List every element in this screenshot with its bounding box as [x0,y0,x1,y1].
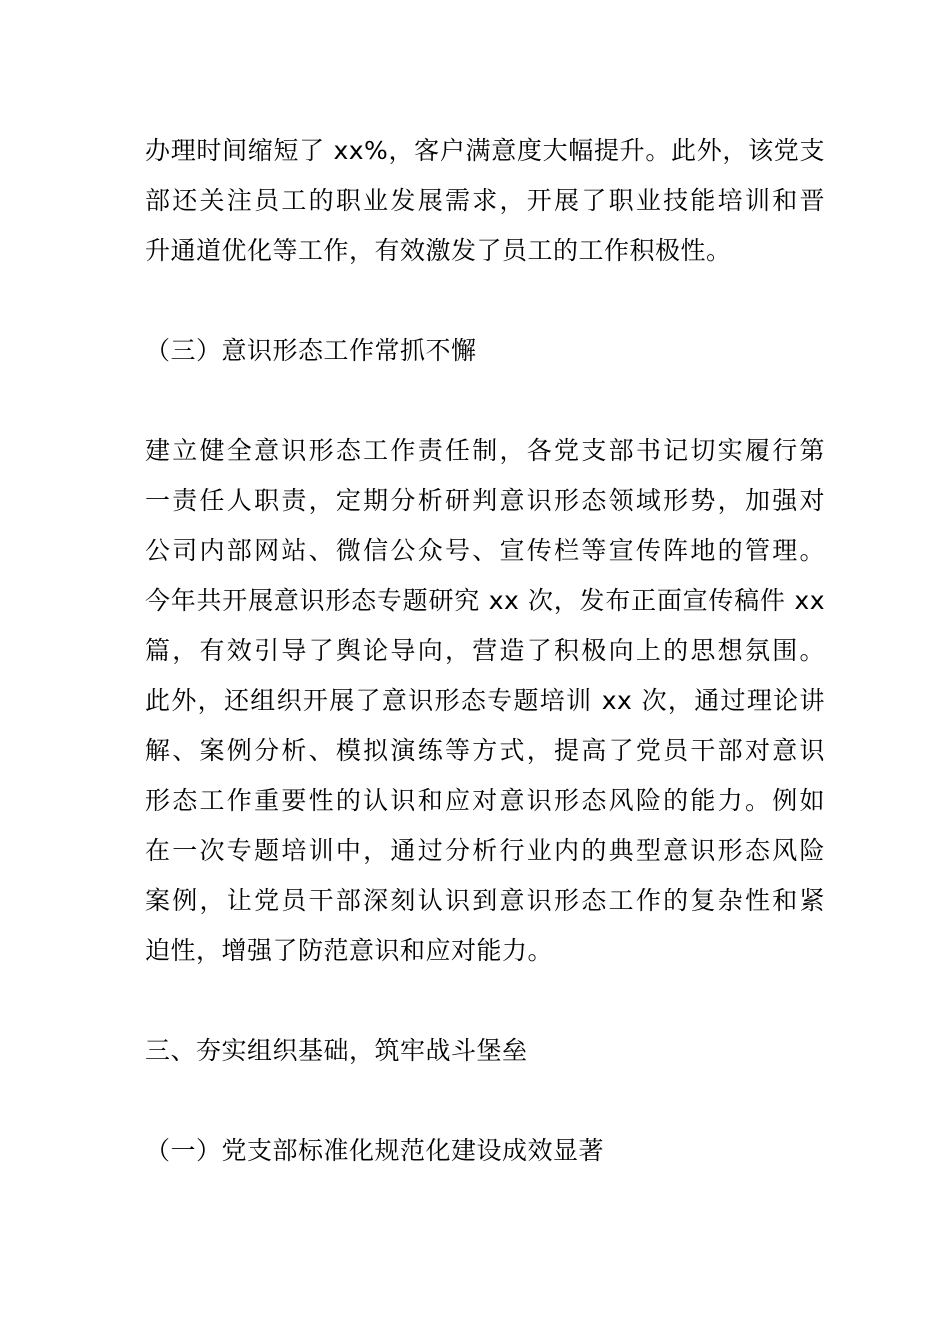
paragraph-2-line-7: 解、案例分析、模拟演练等方式，提高了党员干部对意识 [145,736,825,765]
paragraph-2-line-4: 今年共开展意识形态专题研究 xx 次，发布正面宣传稿件 xx [145,586,825,615]
paragraph-2-line-9: 在一次专题培训中，通过分析行业内的典型意识形态风险 [145,836,825,865]
paragraph-2-line-8: 形态工作重要性的认识和应对意识形态风险的能力。例如 [145,786,825,815]
paragraph-2-line-3: 公司内部网站、微信公众号、宣传栏等宣传阵地的管理。 [145,536,825,565]
paragraph-1-line-3: 升通道优化等工作，有效激发了员工的工作积极性。 [145,236,732,265]
paragraph-1-line-2: 部还关注员工的职业发展需求，开展了职业技能培训和晋 [145,186,825,215]
paragraph-2-line-5: 篇，有效引导了舆论导向，营造了积极向上的思想氛围。 [145,636,825,665]
paragraph-2-line-6: 此外，还组织开展了意识形态专题培训 xx 次，通过理论讲 [145,686,825,715]
subheading-3: （三）意识形态工作常抓不懈 [145,336,477,365]
subheading-1: （一）党支部标准化规范化建设成效显著 [145,1136,605,1165]
paragraph-2-line-10: 案例，让党员干部深刻认识到意识形态工作的复杂性和紧 [145,886,825,915]
paragraph-1-line-1: 办理时间缩短了 xx%，客户满意度大幅提升。此外，该党支 [145,136,825,165]
paragraph-2-line-2: 一责任人职责，定期分析研判意识形态领域形势，加强对 [145,486,825,515]
paragraph-2-line-1: 建立健全意识形态工作责任制，各党支部书记切实履行第 [145,436,825,465]
paragraph-2-line-11: 迫性，增强了防范意识和应对能力。 [145,936,554,965]
section-3-title: 三、夯实组织基础，筑牢战斗堡垒 [145,1036,528,1065]
